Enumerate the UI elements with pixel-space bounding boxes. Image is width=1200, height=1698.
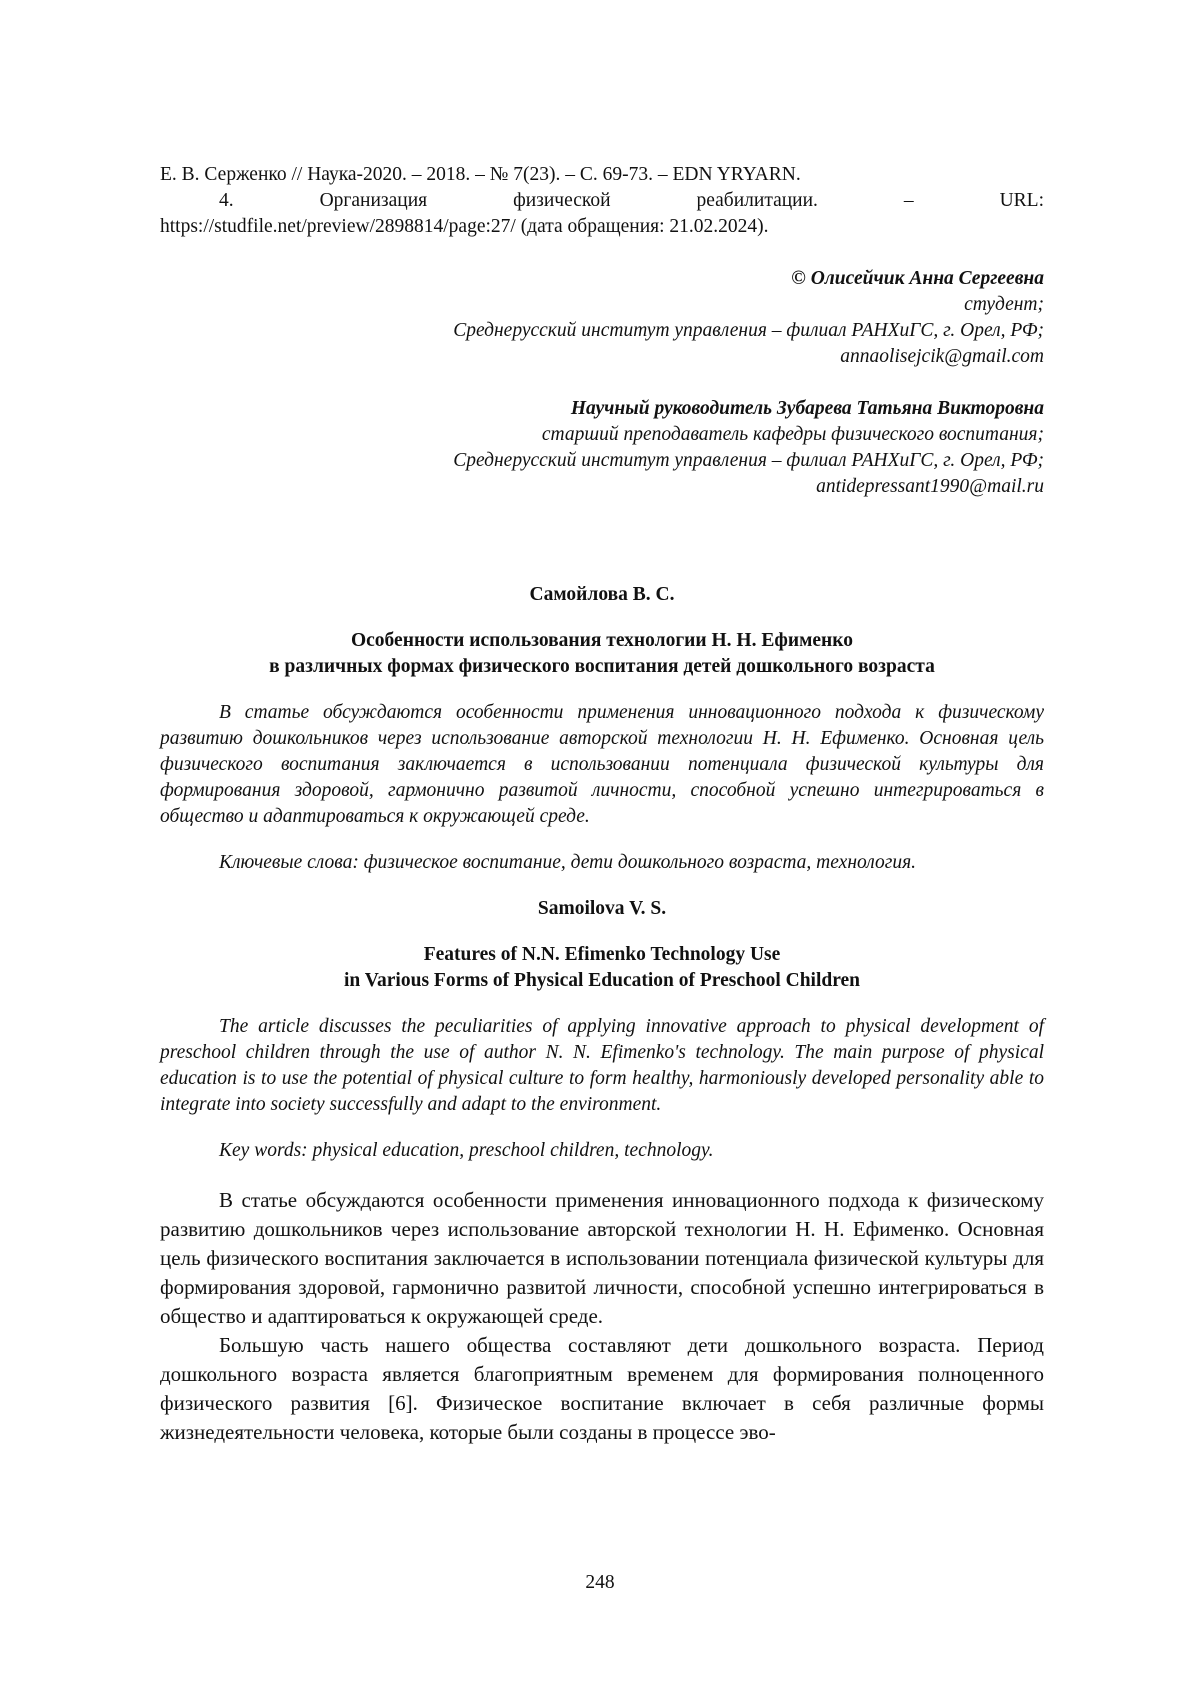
article-author-en: Samoilova V. S. — [160, 896, 1044, 922]
prev-supervisor-role: старший преподаватель кафедры физического воспитания; — [160, 422, 1044, 448]
article-title-ru-line2: в различных формах физического воспитания детей дошкольного возраста — [160, 654, 1044, 680]
prev-supervisor-org: Среднерусский институт управления – филиал РАНХиГС, г. Орел, РФ; — [160, 448, 1044, 474]
reference-3-tail: Е. В. Серженко // Наука-2020. – 2018. – № 7(23). – С. 69-73. – EDN YRYARN. — [160, 162, 1044, 188]
prev-supervisor-email[interactable]: antidepressant1990@mail.ru — [160, 474, 1044, 500]
spacer — [160, 680, 1044, 700]
abstract-en: The article discusses the peculiarities of applying innovative approach to physical development of preschool children through the use of author N. N. Efimenko's technology. The main purpose of physical education is to use the potential of physical culture to form healthy, harmoniously developed personality able to integrate into society successfully and adapt to the environment. — [160, 1014, 1044, 1118]
spacer — [160, 1118, 1044, 1138]
spacer — [160, 830, 1044, 850]
page-content — [160, 162, 1044, 1447]
page-number: 248 — [0, 1572, 1200, 1594]
body-paragraph-1: В статье обсуждаются особенности применения инновационного подхода к физическому развитию дошкольников через использование авторской технологии Н. Н. Ефименко. Основная цель физического воспитания заключается в использовании потенциала физической культуры для формирования здоровой, гармонично развитой личности, способной успешно интегрироваться в общество и адаптироваться к окружающей среде. — [160, 1186, 1044, 1331]
article-title-en-line2: in Various Forms of Physical Education of Preschool Children — [160, 968, 1044, 994]
body-paragraph-2: Большую часть нашего общества составляют дети дошкольного возраста. Период дошкольного возраста является благоприятным временем для формирования полноценного физического развития [6]. Физическое воспитание включает в себя различные формы жизнедеятельности человека, которые были созданы в процессе эво- — [160, 1331, 1044, 1447]
reference-4-line1: 4. Организация физической реабилитации. – URL: — [160, 188, 1044, 214]
prev-author-role: студент; — [160, 292, 1044, 318]
spacer — [160, 240, 1044, 266]
prev-author-name: © Олисейчик Анна Сергеевна — [160, 266, 1044, 292]
article-title-ru-line1: Особенности использования технологии Н. Н. Ефименко — [160, 628, 1044, 654]
spacer — [160, 500, 1044, 582]
abstract-ru: В статье обсуждаются особенности применения инновационного подхода к физическому развитию дошкольников через использование авторской технологии Н. Н. Ефименко. Основная цель физического воспитания заключается в использовании потенциала физической культуры для формирования здоровой, гармонично развитой личности, способной успешно интегрироваться в общество и адаптироваться к окружающей среде. — [160, 700, 1044, 830]
spacer — [160, 922, 1044, 942]
keywords-ru: Ключевые слова: физическое воспитание, дети дошкольного возраста, технология. — [160, 850, 1044, 876]
spacer — [160, 876, 1044, 896]
article-author-ru: Самойлова В. С. — [160, 582, 1044, 608]
prev-supervisor-name: Научный руководитель Зубарева Татьяна Викторовна — [160, 396, 1044, 422]
prev-author-org: Среднерусский институт управления – филиал РАНХиГС, г. Орел, РФ; — [160, 318, 1044, 344]
spacer — [160, 994, 1044, 1014]
reference-4-line2[interactable] — [160, 214, 1044, 240]
keywords-en: Key words: physical education, preschool children, technology. — [160, 1138, 1044, 1164]
reference-4-url[interactable]: https://studfile.net/preview/2898814/page:27/ (дата обращения: 21.02.2024). — [160, 216, 769, 237]
prev-author-email[interactable]: annaolisejcik@gmail.com — [160, 344, 1044, 370]
spacer — [160, 370, 1044, 396]
spacer — [160, 1164, 1044, 1186]
spacer — [160, 608, 1044, 628]
article-title-en-line1: Features of N.N. Efimenko Technology Use — [160, 942, 1044, 968]
